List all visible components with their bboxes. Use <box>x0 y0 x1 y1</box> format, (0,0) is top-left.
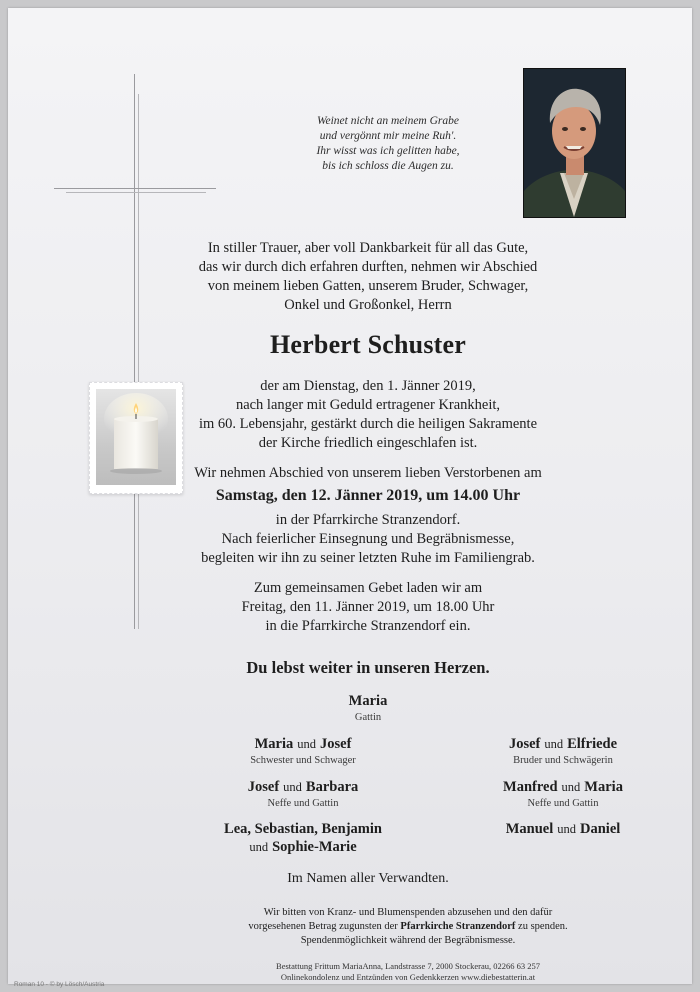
print-stamp: Roman 10 - © by Lösch/Austria <box>14 981 105 988</box>
family-entry <box>448 820 678 838</box>
death-line: im 60. Lebensjahr, gestärkt durch die heiligen Sakramente <box>198 416 538 432</box>
intro-line: von meinem lieben Gatten, unserem Bruder, Schwager, <box>207 278 529 294</box>
poem-line: bis ich schloss die Augen zu. <box>322 160 454 172</box>
note-text: zu spenden. <box>518 921 568 932</box>
poem-line: und vergönnt mir meine Ruh'. <box>319 130 457 142</box>
family-name: Josef <box>508 736 541 752</box>
family-entry <box>178 820 428 856</box>
death-line: nach langer mit Geduld ertragener Krankheit, <box>235 397 501 413</box>
poem <box>273 114 503 174</box>
family-relation: Neffe und Gattin <box>267 798 339 809</box>
prayer-line: in die Pfarrkirche Stranzendorf ein. <box>265 618 471 634</box>
family-name: Maria <box>348 693 388 709</box>
family-relation: Gattin <box>354 712 382 723</box>
footer-address: Bestattung Frittum MariaAnna, Landstrasse 7, 2000 Stockerau, 02266 63 257 <box>276 961 540 971</box>
family-entry <box>188 778 418 809</box>
prayer-line: Zum gemeinsamen Gebet laden wir am <box>253 580 483 596</box>
note-line: Wir bitten von Kranz- und Blumenspenden abzusehen und den dafür <box>263 907 553 918</box>
death-paragraph <box>158 377 578 453</box>
cross-horizontal-line-inner <box>66 192 206 193</box>
family-name: Josef <box>319 736 352 752</box>
family-and: und <box>561 780 581 794</box>
family-entry <box>448 735 678 766</box>
cross-vertical-line-inner <box>138 94 139 629</box>
family-relation: Schwester und Schwager <box>250 755 356 766</box>
family-and: und <box>297 737 316 751</box>
family-and: und <box>249 840 269 854</box>
family-name: Manuel <box>505 821 554 837</box>
family-name: Barbara <box>305 779 359 795</box>
cross-vertical-line <box>134 74 135 629</box>
farewell-line: Nach feierlicher Einsegnung und Begräbnismesse, <box>221 531 515 547</box>
note-line: Spendenmöglichkeit während der Begräbnismesse. <box>300 935 516 946</box>
closing-line: Im Namen aller Verwandten. <box>287 871 449 886</box>
family-and: und <box>283 780 302 794</box>
poem-line: Weinet nicht an meinem Grabe <box>316 115 459 127</box>
funeral-date: Samstag, den 12. Jänner 2019, um 14.00 Uhr <box>215 487 521 504</box>
cross-horizontal-line <box>54 188 216 189</box>
obituary-sheet <box>8 8 692 984</box>
note-line <box>208 920 608 934</box>
portrait-icon <box>524 69 625 217</box>
motto: Du lebst weiter in unseren Herzen. <box>246 658 490 677</box>
family-name: Josef <box>247 779 280 795</box>
farewell-paragraph <box>158 511 578 568</box>
farewell-line: in der Pfarrkirche Stranzendorf. <box>275 512 461 528</box>
intro-line: das wir durch dich erfahren durften, nehmen wir Abschied <box>198 259 538 275</box>
death-line: der Kirche friedlich eingeschlafen ist. <box>258 435 478 451</box>
deceased-name: Herbert Schuster <box>270 330 466 359</box>
family-name: Daniel <box>580 821 621 837</box>
family-entry <box>448 778 678 809</box>
farewell-line: begleiten wir ihn zu seiner letzten Ruhe im Familiengrab. <box>201 550 535 566</box>
note-church: Pfarrkirche Stranzendorf <box>400 921 516 932</box>
family-name: Maria <box>584 779 623 795</box>
intro-paragraph <box>158 239 578 315</box>
family-and: und <box>557 822 576 836</box>
family-entry <box>188 735 418 766</box>
poem-line: Ihr wisst was ich gelitten habe, <box>316 145 460 157</box>
footer-website: Onlinekondolenz und Entzünden von Gedenkkerzen www.diebestatterin.at <box>280 972 536 982</box>
family-name: Manfred <box>503 779 558 795</box>
prayer-paragraph <box>158 579 578 636</box>
family-spouse <box>298 692 438 723</box>
prayer-line: Freitag, den 11. Jänner 2019, um 18.00 Uhr <box>241 599 495 615</box>
farewell-intro: Wir nehmen Abschied von unserem lieben Verstorbenen am <box>194 465 542 481</box>
family-name: Maria <box>254 736 294 752</box>
family-name: Sophie-Marie <box>272 839 357 855</box>
note-text: vorgesehenen Betrag zugunsten der <box>248 921 398 932</box>
family-and: und <box>544 737 564 751</box>
family-name: Lea, Sebastian, Benjamin <box>224 821 382 837</box>
portrait-photo <box>523 68 626 218</box>
family-name: Elfriede <box>567 736 618 752</box>
family-relation: Neffe und Gattin <box>527 798 599 809</box>
undertaker-footer <box>208 961 608 983</box>
intro-line: Onkel und Großonkel, Herrn <box>284 297 452 313</box>
intro-line: In stiller Trauer, aber voll Dankbarkeit für all das Gute, <box>207 240 529 256</box>
donation-note <box>208 906 608 948</box>
family-relation: Bruder und Schwägerin <box>513 755 613 766</box>
death-line: der am Dienstag, den 1. Jänner 2019, <box>260 378 476 394</box>
